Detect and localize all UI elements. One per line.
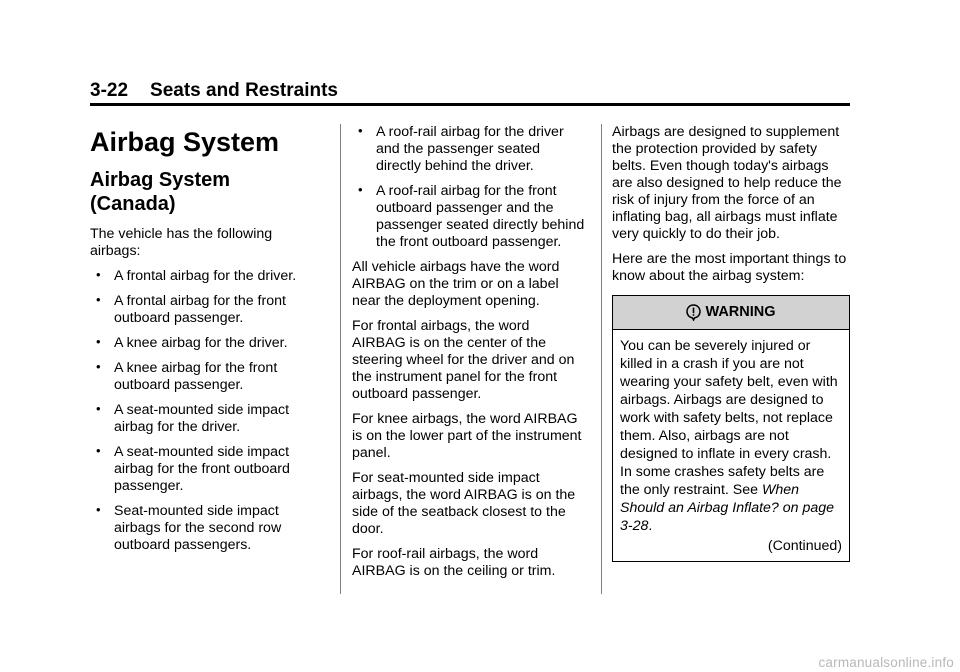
list-item-text: A frontal airbag for the front outboard passenger. — [114, 293, 286, 326]
page-title: Airbag System — [90, 127, 280, 157]
list-item — [90, 402, 318, 436]
bullet-icon: • — [96, 359, 101, 374]
bullet-icon: • — [358, 182, 363, 197]
list-item-text: Seat-mounted side impact airbags for the second row outboard passengers. — [114, 503, 282, 553]
list-item — [90, 268, 318, 285]
section-title: Seats and Restraints — [150, 80, 338, 101]
paragraph: For seat-mounted side impact airbags, the word AIRBAG is on the side of the seatback closest to the door. — [352, 470, 576, 537]
warning-text-end: . — [648, 518, 653, 534]
bullet-icon: • — [96, 292, 101, 307]
page-header — [90, 80, 850, 102]
column-divider-1 — [340, 124, 341, 594]
list-item — [90, 335, 318, 352]
warning-icon — [686, 304, 701, 321]
warning-body — [613, 330, 849, 561]
warning-box — [612, 295, 850, 562]
paragraph: Here are the most important things to know about the airbag system: — [612, 251, 847, 284]
list-item-text: A seat-mounted side impact airbag for the driver. — [114, 402, 290, 435]
list-item-text: A knee airbag for the front outboard passenger. — [114, 360, 278, 393]
paragraph: For roof-rail airbags, the word AIRBAG is on the ceiling or trim. — [352, 546, 556, 579]
list-item — [352, 124, 586, 175]
bullet-icon: • — [96, 334, 101, 349]
bullet-icon: • — [96, 401, 101, 416]
list-item-text: A roof-rail airbag for the front outboard passenger and the passenger seated directly behind the front outboard passenger. — [376, 183, 585, 250]
page-number: 3-22 — [90, 80, 129, 101]
cross-reference-link[interactable]: When Should an Airbag Inflate? on page 3-28 — [620, 482, 835, 534]
list-item — [352, 183, 586, 251]
column-2 — [352, 124, 586, 588]
list-item-text: A roof-rail airbag for the driver and the passenger seated directly behind the driver. — [376, 124, 564, 174]
continued-label: (Continued) — [767, 538, 842, 554]
list-item-text: A seat-mounted side impact airbag for the front outboard passenger. — [114, 444, 290, 494]
column-1 — [90, 122, 318, 562]
list-item — [90, 293, 318, 327]
bullet-icon: • — [96, 267, 101, 282]
bullet-icon: • — [358, 123, 363, 138]
warning-label: WARNING — [705, 304, 776, 320]
watermark: carmanualsonline.info — [818, 655, 954, 670]
header-rule — [90, 103, 850, 106]
paragraph: Airbags are designed to supplement the protection provided by safety belts. Even though today's airbags are also designed to help reduce the risk of injury from the force of an inflating bag, all airbags must inflate very quickly to do their job. — [612, 124, 842, 242]
bullet-icon: • — [96, 443, 101, 458]
list-item-text: A knee airbag for the driver. — [114, 335, 288, 351]
column-3 — [612, 124, 850, 562]
bullet-icon: • — [96, 502, 101, 517]
column-divider-2 — [601, 124, 602, 594]
list-item — [90, 360, 318, 394]
warning-header — [613, 296, 849, 330]
list-item-text: A frontal airbag for the driver. — [114, 268, 297, 284]
paragraph: For frontal airbags, the word AIRBAG is on the center of the steering wheel for the driver and on the instrument panel for the front outboard passenger. — [352, 318, 575, 402]
paragraph: For knee airbags, the word AIRBAG is on the lower part of the instrument panel. — [352, 411, 582, 461]
intro-text: The vehicle has the following airbags: — [90, 226, 273, 259]
section-subtitle: Airbag System (Canada) — [90, 169, 231, 215]
airbag-list — [90, 268, 318, 554]
paragraph: All vehicle airbags have the word AIRBAG on the trim or on a label near the deployment opening. — [352, 259, 560, 309]
roof-rail-list — [352, 124, 586, 251]
warning-text: You can be severely injured or killed in a crash if you are not wearing your safety belt, even with airbags. Airbags are designed to work with safety belts, not replace them. Also, airbags are not designed to inflate in every crash. In some crashes safety belts are the only restraint. See — [620, 338, 838, 498]
list-item — [90, 503, 318, 554]
list-item — [90, 444, 318, 495]
